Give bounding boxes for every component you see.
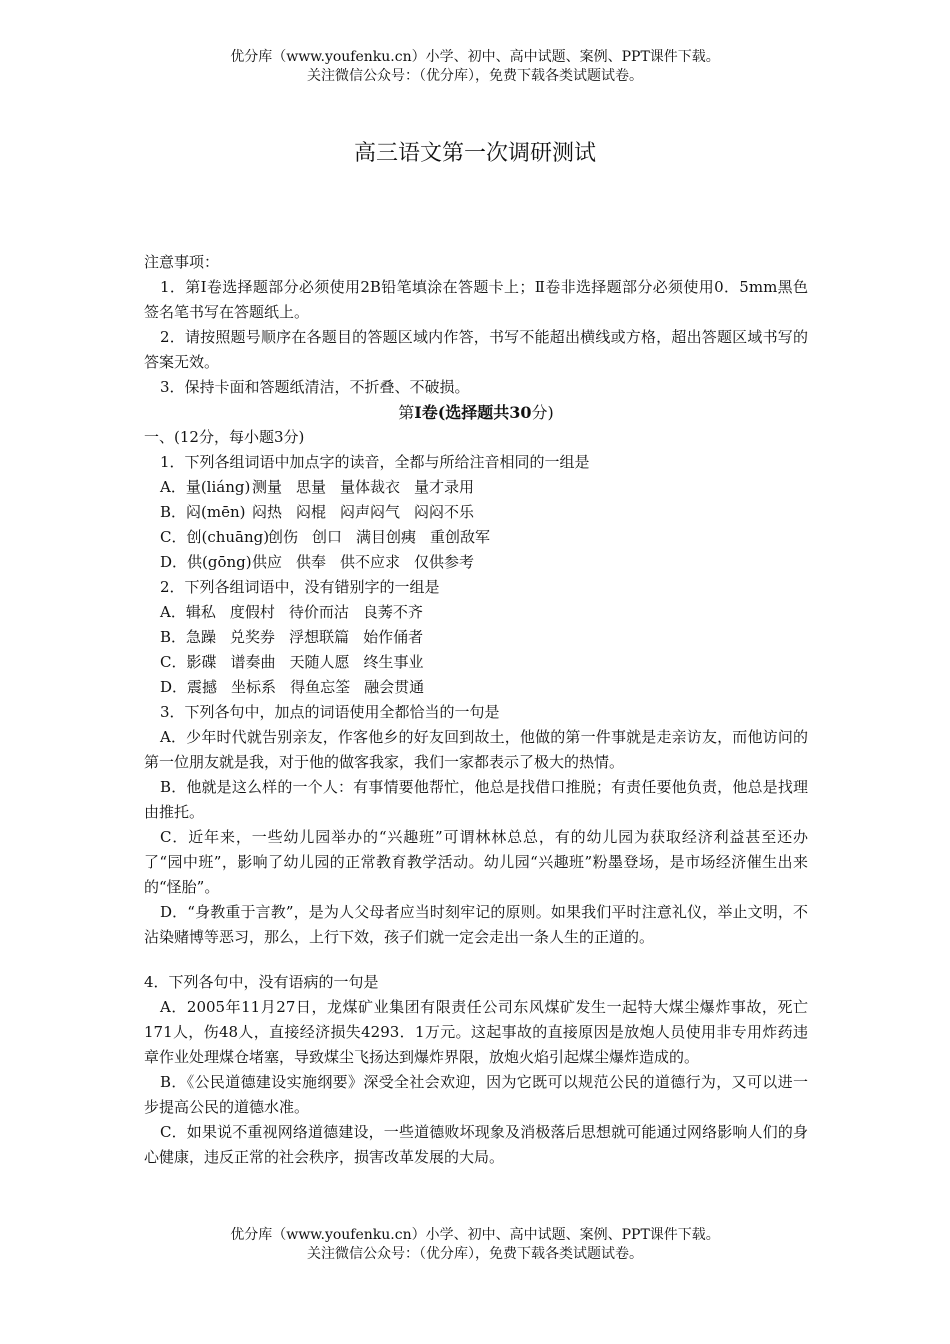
page-title: 高三语文第一次调研测试 [353,141,596,166]
page-footer [0,1226,950,1264]
notice-item-1: 1．第I卷选择题部分必须使用2B铅笔填涂在答题卡上；Ⅱ卷非选择题部分必须使用0．5mm黑色签名笔书写在答题纸上。 [144,278,808,321]
emphasis-word: 上行下效 [309,928,370,946]
q4-option-c: C．如果说不重视网络道德建设，一些道德败坏现象及消极落后思想就可能通过网络影响人们的身心健康，违反正常的社会秩序，损害改革发展的大局。 [144,1123,808,1166]
notice-item-3: 3．保持卡面和答题纸清洁，不折叠、不破损。 [160,378,470,396]
q3-option-d: D．“身教重于言教”，是为人父母者应当时刻牢记的原则。如果我们平时注意礼仪，举止文明，不沾染赌博等恶习，那么，上行下效，孩子们就一定会走出一条人生的正道的。 [144,903,808,946]
emphasis-word: 推托 [159,803,190,821]
q3-option-c: C．近年来，一些幼儿园举办的“兴趣班”可谓林林总总，有的幼儿园为获取经济利益甚至还办了“园中班”，影响了幼儿园的正常教育教学活动。幼儿园“兴趣班”粉墨登场，是市场经济催生出来的“怪胎”。 [144,828,808,896]
q2-option-c: C．影碟 谱奏曲 天随人愿 终生事业 [160,653,424,671]
q3-option-b: B．他就是这么样的一个人：有事情要他帮忙，他总是找借口推脱；有责任要他负责，他总是找理由推托。 [144,778,808,821]
q2-option-a: A．辑私 度假村 待价而沽 良莠不齐 [160,603,423,621]
q1-option-a: A．量(liáng) 测量 思量 量体裁衣 量才录用 [160,478,475,496]
emphasis-word: 粉墨登场 [592,853,655,871]
q4-stem: 4．下列各句中，没有语病的一句是 [144,973,379,991]
header-line-2: 关注微信公众号：（优分库），免费下载各类试题试卷。 [307,68,643,84]
notice-item-2: 2．请按照题号顺序在各题目的答题区域内作答，书写不能超出横线或方格，超出答题区域书写的答案无效。 [144,328,808,371]
q1-option-c: C．创(chuāng)创伤 创口 满目创痍 重创敌军 [160,528,491,546]
q3-stem: 3．下列各句中，加点的词语使用全都恰当的一句是 [160,703,500,721]
footer-line-1: 优分库（www.youfenku.cn）小学、初中、高中试题、案例、PPT课件下载。 [230,1227,720,1243]
part-heading: 一、(12分，每小题3分) [144,428,305,446]
q2-option-b: B．急躁 兑奖券 浮想联篇 始作俑者 [160,628,424,646]
exam-body [144,250,808,1170]
header-line-1: 优分库（www.youfenku.cn）小学、初中、高中试题、案例、PPT课件下载。 [230,49,720,65]
q4-option-b: B．《公民道德建设实施纲要》深受全社会欢迎，因为它既可以规范公民的道德行为，又可以进一步提高公民的道德水准。 [144,1073,808,1116]
q3-option-a: A．少年时代就告别亲友，作客他乡的好友回到故土，他做的第一件事就是走亲访友，而他访问的第一位朋友就是我，对于他的做客我家，我们一家都表示了极大的热情。 [144,728,808,771]
q1-option-b: B．闷(mēn) 闷热 闷棍 闷声闷气 闷闷不乐 [160,503,475,521]
q1-stem: 1．下列各组词语中加点字的读音，全都与所给注音相同的一组是 [160,453,590,471]
q4-option-a: A．2005年11月27日，龙煤矿业集团有限责任公司东风煤矿发生一起特大煤尘爆炸事故，死亡171人，伤48人，直接经济损失4293．1万元。这起事故的直接原因是放炮人员使用非专用炸药违章作业处理煤仓堵塞，导致煤尘飞扬达到爆炸界限，放炮火焰引起煤尘爆炸造成的。 [144,998,808,1066]
notice-heading: 注意事项： [144,253,220,271]
q2-option-d: D．震撼 坐标系 得鱼忘筌 融会贯通 [160,678,425,696]
page-header [0,48,950,86]
q1-option-d: D．供(gōng)供应 供奉 供不应求 仅供参考 [160,553,475,571]
emphasis-word: 推脱 [565,778,596,796]
section-title: 第I卷(选择题共30分) [398,403,554,422]
q2-stem: 2．下列各组词语中，没有错别字的一组是 [160,578,440,596]
footer-line-2: 关注微信公众号：（优分库），免费下载各类试题试卷。 [307,1246,643,1262]
